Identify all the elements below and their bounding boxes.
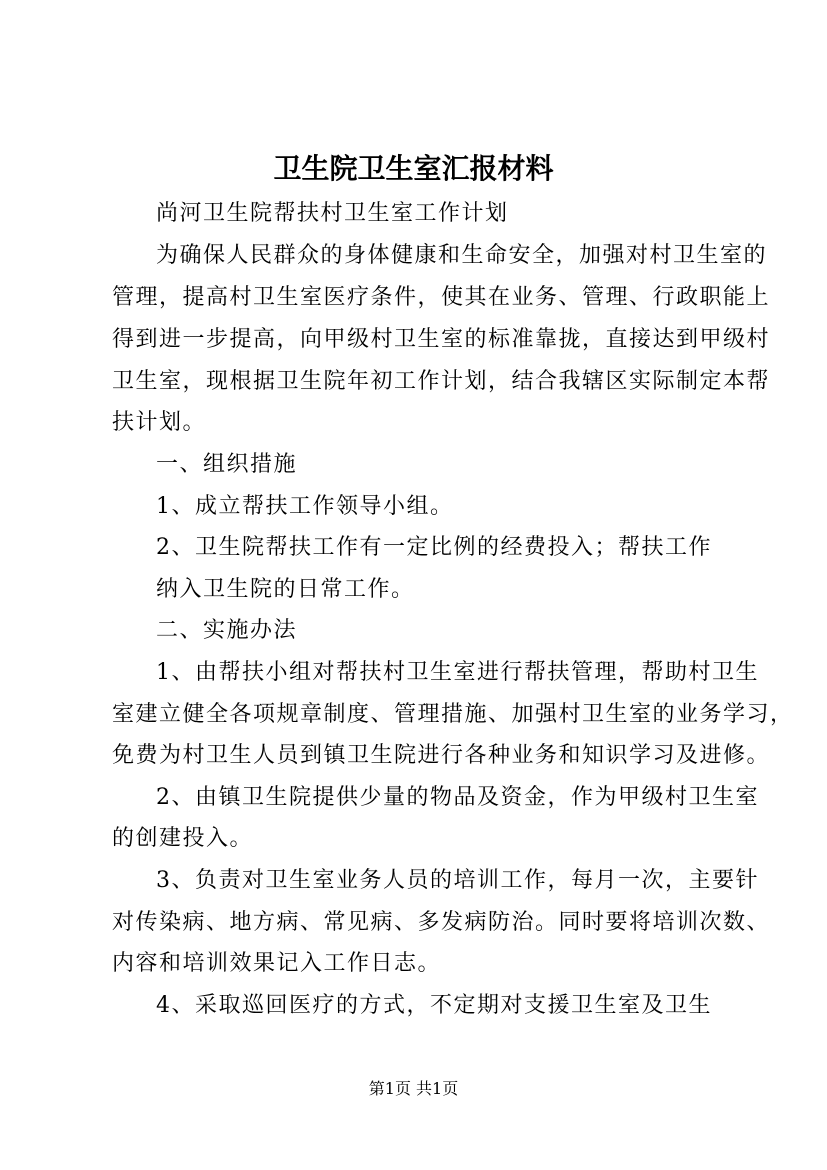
paragraph-line: 1、由帮扶小组对帮扶村卫生室进行帮扶管理，帮助村卫生 <box>156 660 759 685</box>
paragraph-line: 管理，提高村卫生室医疗条件，使其在业务、管理、行政职能上 <box>112 285 771 310</box>
paragraph-line: 扶计划。 <box>112 410 207 435</box>
paragraph-line: 为确保人民群众的身体健康和生命安全，加强对村卫生室的 <box>156 243 768 268</box>
subtitle-line: 尚河卫生院帮扶村卫生室工作计划 <box>156 201 509 226</box>
section-heading: 一、组织措施 <box>156 452 298 477</box>
paragraph-line: 1、成立帮扶工作领导小组。 <box>156 494 454 519</box>
page-footer: 第1页 共1页 <box>368 1079 459 1098</box>
paragraph-line: 4、采取巡回医疗的方式，不定期对支援卫生室及卫生 <box>156 993 712 1018</box>
paragraph-line: 2、由镇卫生院提供少量的物品及资金，作为甲级村卫生室 <box>156 785 759 810</box>
paragraph-line: 得到进一步提高，向甲级村卫生室的标准靠拢，直接达到甲级村 <box>112 327 771 352</box>
section-heading: 二、实施办法 <box>156 618 298 643</box>
paragraph-line: 纳入卫生院的日常工作。 <box>156 577 415 602</box>
document-title: 卫生院卫生室汇报材料 <box>273 152 554 185</box>
paragraph-line: 内容和培训效果记入工作日志。 <box>112 951 442 976</box>
paragraph-line: 卫生室，现根据卫生院年初工作计划，结合我辖区实际制定本帮 <box>112 369 771 394</box>
paragraph-line: 对传染病、地方病、常见病、多发病防治。同时要将培训次数、 <box>112 910 771 935</box>
paragraph-line: 3、负责对卫生室业务人员的培训工作，每月一次，主要针 <box>156 868 759 893</box>
paragraph-line: 室建立健全各项规章制度、管理措施、加强村卫生室的业务学习， <box>112 702 794 727</box>
paragraph-line: 的创建投入。 <box>112 826 254 851</box>
paragraph-line: 2、卫生院帮扶工作有一定比例的经费投入；帮扶工作 <box>156 535 712 560</box>
paragraph-line: 免费为村卫生人员到镇卫生院进行各种业务和知识学习及进修。 <box>112 743 771 768</box>
